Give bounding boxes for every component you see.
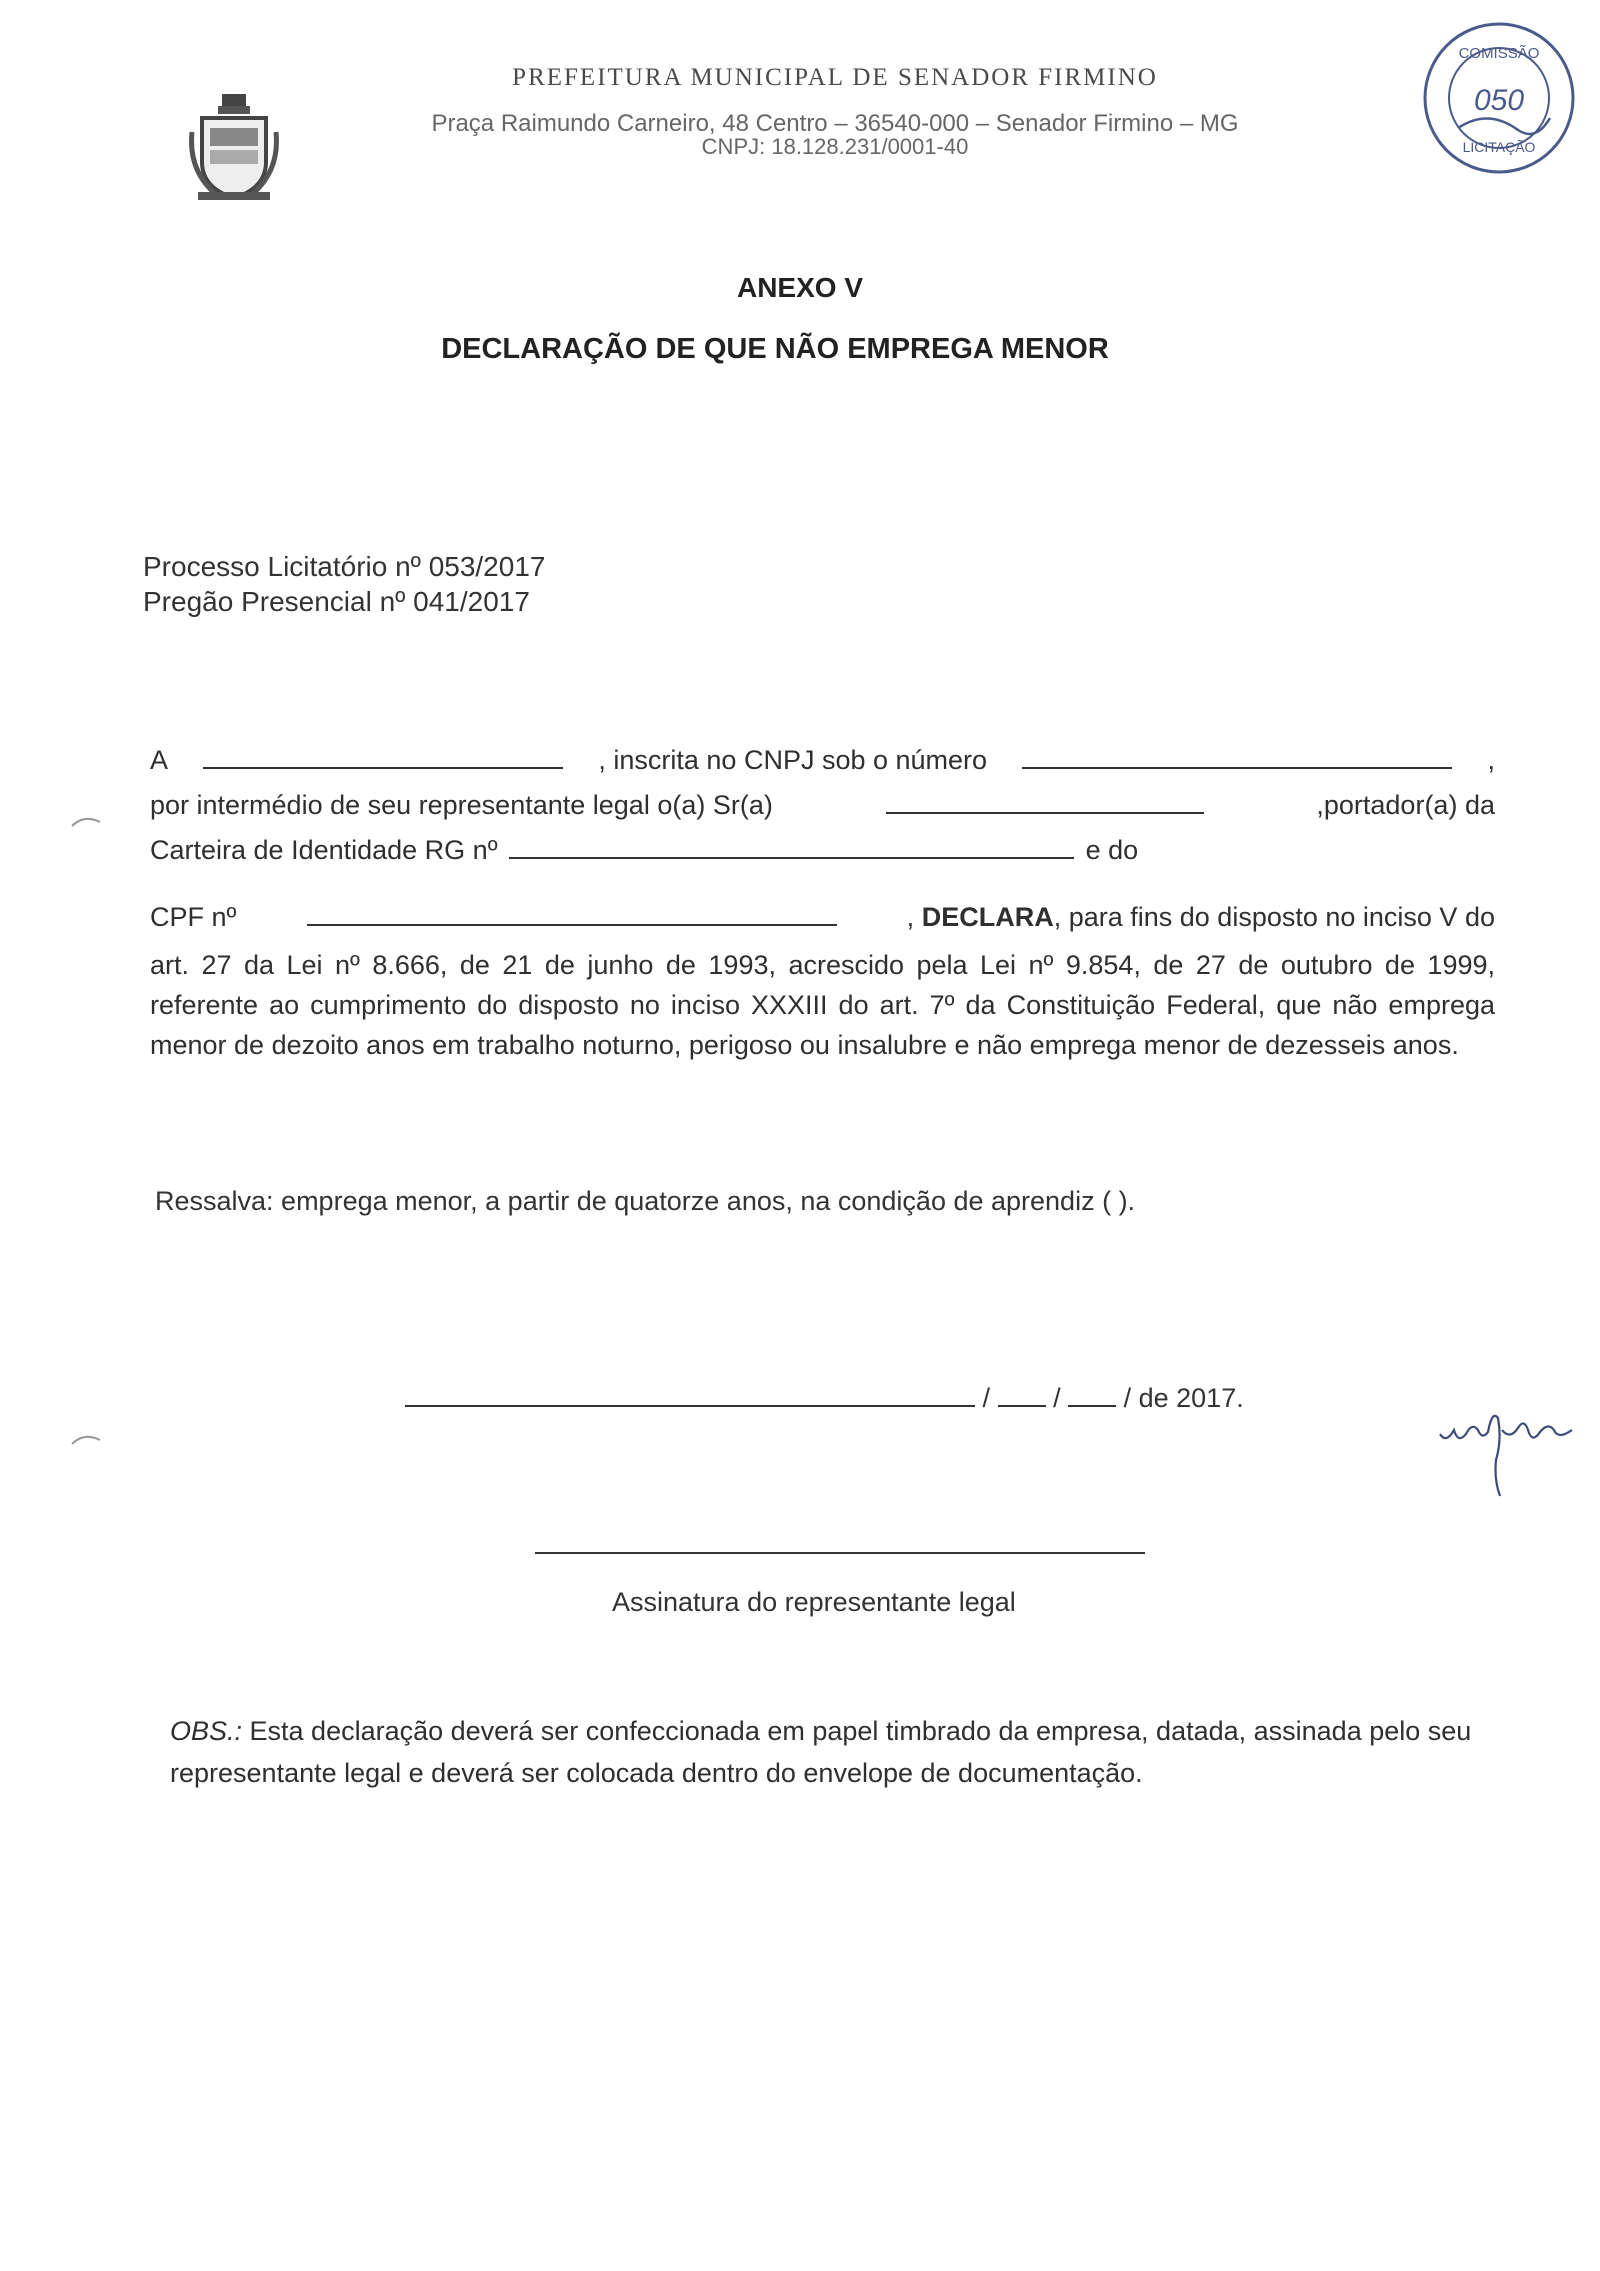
form-label-cpf: CPF nº (150, 902, 237, 932)
representative-name-blank[interactable] (886, 790, 1204, 814)
form-label-comma: , (1487, 745, 1495, 775)
form-label-representative: por intermédio de seu representante legal o(a) Sr(a) (150, 790, 773, 820)
signature-line[interactable] (535, 1552, 1145, 1554)
signature-label: Assinatura do representante legal (612, 1587, 1016, 1617)
margin-mark-icon (70, 812, 110, 832)
date-slash-1: / (982, 1383, 991, 1413)
header-address: Praça Raimundo Carneiro, 48 Centro – 36540-000 – Senador Firmino – MG (431, 110, 1239, 137)
obs-text: Esta declaração deverá ser confeccionada em papel timbrado da empresa, datada, assinada pelo seu representante legal e deverá ser colocada dentro do envelope de documentação. (170, 1716, 1472, 1788)
form-label-and-of: e do (1085, 835, 1139, 865)
stamp-bottom-text: LICITAÇÃO (1462, 139, 1536, 155)
form-line-company (150, 745, 1495, 776)
annex-title: ANEXO V (736, 272, 864, 303)
form-line-rg (150, 835, 1138, 866)
form-label-cnpj: , inscrita no CNPJ sob o número (598, 745, 988, 775)
process-number: Processo Licitatório nº 053/2017 (143, 551, 546, 582)
company-name-blank[interactable] (203, 745, 563, 769)
declara-word: DECLARA (921, 902, 1054, 932)
form-label-purpose: , para fins do disposto no inciso V do (1053, 902, 1495, 932)
date-line (405, 1383, 1244, 1414)
rubric-signature-icon (1432, 1400, 1582, 1500)
commission-stamp (1418, 18, 1580, 178)
form-line-cpf (150, 902, 1495, 933)
date-slash-2: / (1053, 1383, 1061, 1413)
form-label-comma-2: , (906, 902, 915, 932)
rg-number-blank[interactable] (509, 835, 1074, 859)
stamp-signature-icon (1458, 118, 1550, 134)
declaration-title: DECLARAÇÃO DE QUE NÃO EMPREGA MENOR (441, 333, 1109, 365)
stamp-top-text: COMISSÃO (1458, 45, 1540, 62)
pregao-number: Pregão Presencial nº 041/2017 (143, 586, 530, 617)
form-line-representative (150, 790, 1495, 821)
header-cnpj: CNPJ: 18.128.231/0001-40 (701, 134, 969, 159)
month-blank[interactable] (1068, 1383, 1116, 1407)
declaration-paragraph: art. 27 da Lei nº 8.666, de 21 de junho de 1993, acrescido pela Lei nº 9.854, de 27 de outubro de 1999, referente ao cumprimento do disposto no inciso XXXIII do art. 7º da Constituição Federal, que não emprega menor de dezoito anos em trabalho noturno, perigoso ou insalubre e não emprega menor de dezesseis anos. (150, 950, 1495, 1060)
obs-label: OBS.: (170, 1716, 243, 1746)
cpf-number-blank[interactable] (307, 902, 837, 926)
day-blank[interactable] (998, 1383, 1046, 1407)
stamp-number: 050 (1473, 84, 1525, 117)
municipal-crest-icon (188, 92, 280, 204)
header-municipality-name: PREFEITURA MUNICIPAL DE SENADOR FIRMINO (512, 64, 1158, 91)
cnpj-blank[interactable] (1022, 745, 1452, 769)
place-blank[interactable] (405, 1383, 975, 1407)
form-label-bearer: ,portador(a) da (1316, 790, 1495, 820)
observation-note (170, 1710, 1480, 1794)
form-label-rg: Carteira de Identidade RG nº (150, 835, 498, 865)
form-label-a: A (150, 745, 169, 775)
margin-mark-icon (70, 1430, 110, 1450)
date-suffix: / de 2017. (1123, 1383, 1244, 1413)
ressalva-text: Ressalva: emprega menor, a partir de quatorze anos, na condição de aprendiz ( ). (155, 1186, 1136, 1216)
